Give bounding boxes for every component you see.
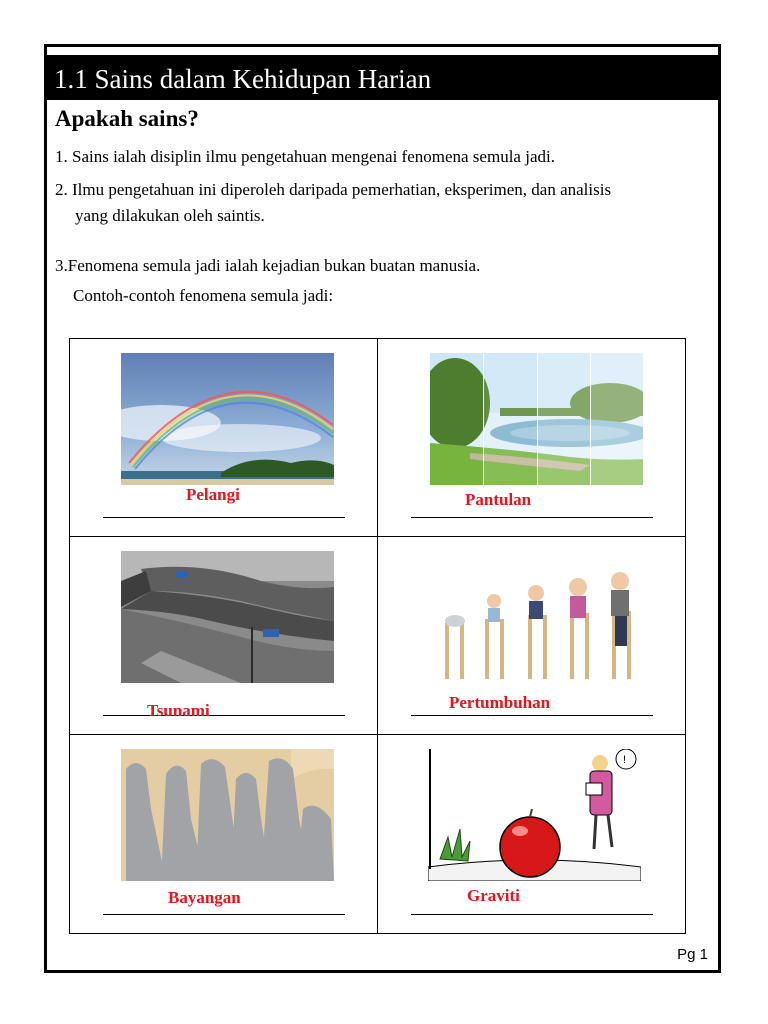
page-title: 1.1 Sains dalam Kehidupan Harian bbox=[47, 52, 718, 100]
tsunami-photo bbox=[121, 551, 334, 683]
svg-text:!: ! bbox=[623, 754, 627, 766]
answer-label: Pantulan bbox=[465, 490, 532, 509]
answer-label: Graviti bbox=[467, 886, 520, 905]
point-2-line-1: 2. Ilmu pengetahuan ini diperoleh daripada pemerhatian, eksperimen, dan analisis bbox=[55, 180, 612, 199]
answer-line bbox=[103, 517, 345, 518]
point-1: 1. Sains ialah disiplin ilmu pengetahuan mengenai fenomena semula jadi. bbox=[55, 147, 555, 166]
point-3-examples-intro: Contoh-contoh fenomena semula jadi: bbox=[73, 286, 334, 305]
point-3: 3.Fenomena semula jadi ialah kejadian bukan buatan manusia. bbox=[55, 256, 481, 275]
examples-table bbox=[69, 338, 686, 934]
growth-chairs-photo bbox=[430, 551, 643, 683]
answer-label: Pertumbuhan bbox=[449, 693, 551, 712]
answer-label: Bayangan bbox=[168, 888, 241, 907]
answer-line bbox=[103, 914, 345, 915]
section-heading: Apakah sains? bbox=[55, 106, 199, 131]
point-2 bbox=[55, 177, 720, 229]
page-number: Pg 1 bbox=[677, 946, 708, 963]
example-cell-1 bbox=[70, 339, 378, 537]
shadow-photo bbox=[121, 749, 334, 881]
answer-label: Pelangi bbox=[186, 485, 240, 504]
answer-label: Tsunami bbox=[147, 701, 210, 720]
example-cell-4 bbox=[378, 537, 685, 735]
example-cell-3 bbox=[70, 537, 378, 735]
answer-line bbox=[411, 914, 653, 915]
reflection-lake-photo bbox=[430, 353, 643, 485]
answer-line bbox=[411, 517, 653, 518]
rainbow-photo bbox=[121, 353, 334, 485]
answer-line bbox=[411, 715, 653, 716]
answer-line bbox=[103, 715, 345, 716]
falling-apple-cartoon bbox=[428, 749, 641, 881]
point-2-line-2: yang dilakukan oleh saintis. bbox=[75, 206, 265, 225]
example-cell-2 bbox=[378, 339, 685, 537]
example-cell-5 bbox=[70, 735, 378, 933]
example-cell-6 bbox=[378, 735, 685, 933]
